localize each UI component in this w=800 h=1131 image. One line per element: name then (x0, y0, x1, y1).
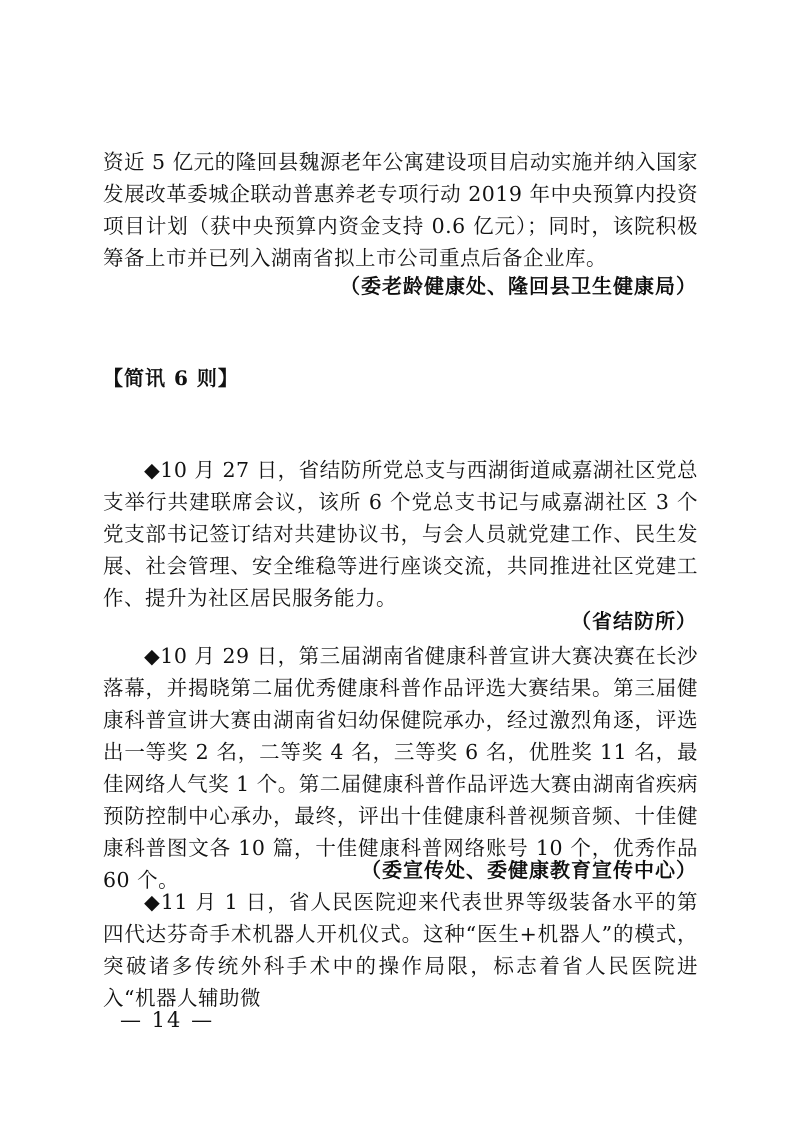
source-attribution: （委老龄健康处、隆回县卫生健康局） (340, 274, 697, 298)
news-item: ◆10 月 27 日，省结防所党总支与西湖街道咸嘉湖社区党总支举行共建联席会议，该所 6 个党总支书记与咸嘉湖社区 3 个党支部书记签订结对共建协议书，与会人员就党建工作、民生发展、社会管理、安全维稳等进行座谈交流，共同推进社区党建工作、提升为社区居民服务能力。 (103, 458, 698, 610)
news-item: ◆10 月 29 日，第三届湖南省健康科普宣讲大赛决赛在长沙落幕，并揭晓第二届优秀健康科普作品评选大赛结果。第三届健康科普宣讲大赛由湖南省妇幼保健院承办，经过激烈角逐，评选出一等奖 2 名，二等奖 4 名，三等奖 6 名，优胜奖 11 名，最佳网络人气奖 1 个。第二届健康科普作品评选大赛由湖南省疾病预防控制中心承办，最终，评出十佳健康科普视频音频、十佳健康科普图文各 10 篇，十佳健康科普网络账号 10 个，优秀作品 60 个。 (103, 644, 698, 892)
page-number: — 14 — (120, 1008, 215, 1032)
section-title: 【简讯 6 则】 (103, 366, 239, 390)
continued-paragraph: 资近 5 亿元的隆回县魏源老年公寓建设项目启动实施并纳入国家发展改革委城企联动普惠养老专项行动 2019 年中央预算内投资项目计划（获中央预算内资金支持 0.6 亿元）；同时，该院积极筹备上市并已列入湖南省拟上市公司重点后备企业库。 (103, 150, 698, 270)
source-attribution: （委宣传处、委健康教育宣传中心） (361, 858, 697, 882)
source-attribution: （省结防所） (571, 609, 697, 633)
news-item: ◆11 月 1 日，省人民医院迎来代表世界等级装备水平的第四代达芬奇手术机器人开机仪式。这种“医生+机器人”的模式，突破诸多传统外科手术中的操作局限，标志着省人民医院进入“机器人辅助微 (103, 890, 698, 1010)
